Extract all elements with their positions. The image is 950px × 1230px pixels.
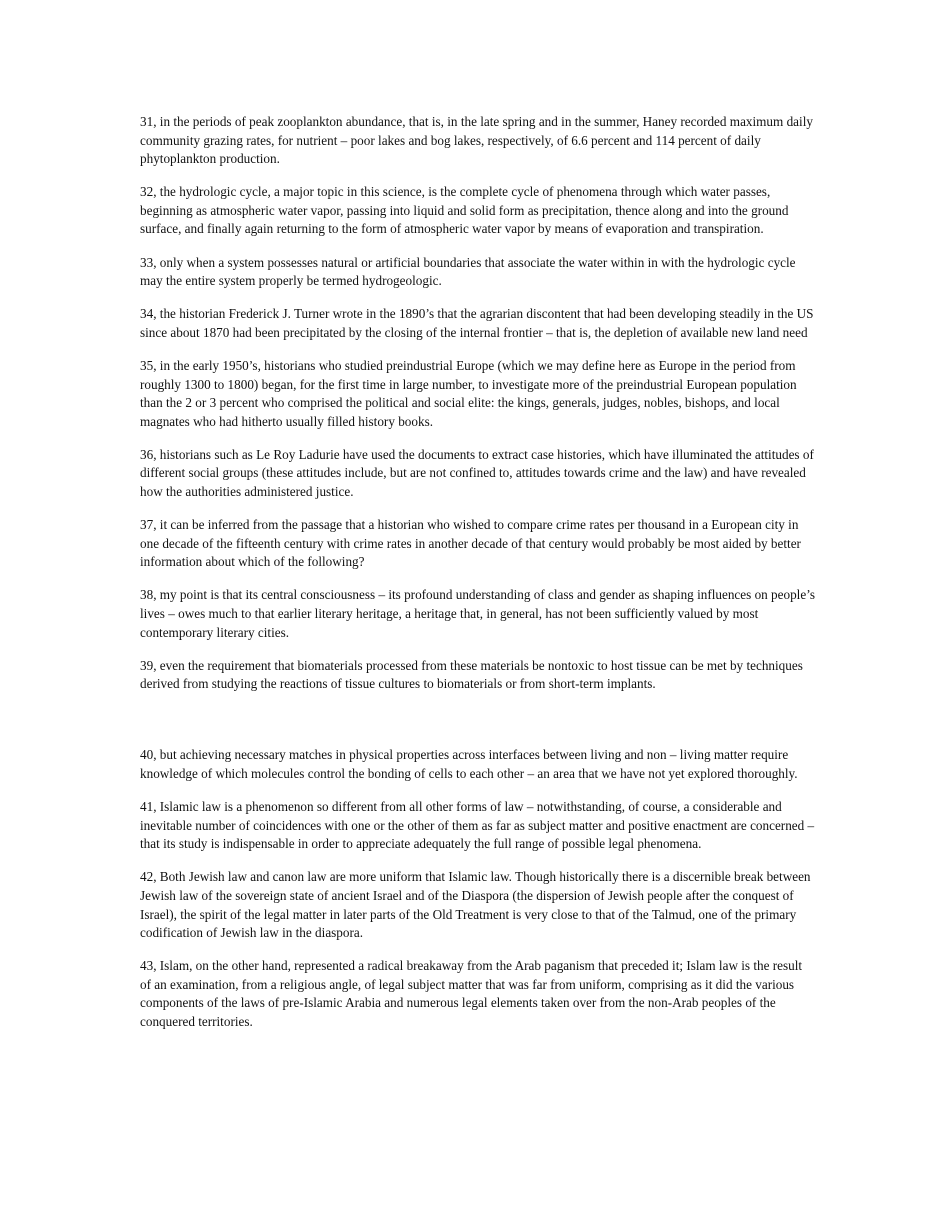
paragraph-43: 43, Islam, on the other hand, represented a radical breakaway from the Arab paganism that preceded it; Islam law is the result of an examination, from a religious angle, of legal subject matter that was far from uniform, comprising as it did the various components of the laws of pre-Islamic Arabia and numerous legal elements taken over from the non-Arab peoples of the conquered territories. xyxy=(140,958,803,1029)
paragraph-40: 40, but achieving necessary matches in physical properties across interfaces between living and non – living matter require knowledge of which molecules control the bonding of cells to each other – an area that we have not yet explored thoroughly. xyxy=(140,747,798,781)
paragraph-33: 33, only when a system possesses natural or artificial boundaries that associate the water within in with the hydrologic cycle may the entire system properly be termed hydrogeologic. xyxy=(140,254,796,289)
paragraph-35: 35, in the early 1950’s, historians who studied preindustrial Europe (which we may define here as Europe in the period from roughly 1300 to 1800) began, for the first time in large number, to investigate more of the preindustrial European population than the 2 or 3 percent who comprised the political and social elite: the kings, generals, judges, nobles, bishops, and local magnates who had hitherto usually filled history books. xyxy=(140,357,797,429)
blank-space xyxy=(140,708,815,746)
paragraph-39: 39, even the requirement that biomaterials processed from these materials be nontoxic to host tissue can be met by techniques derived from studying the reactions of tissue cultures to biomaterials or from short-term implants. xyxy=(140,657,803,692)
paragraph-41: 41, Islamic law is a phenomenon so different from all other forms of law – notwithstanding, of course, a considerable and inevitable number of coincidences with one or the other of them as far as subject matter and positive enactment are concerned – that its study is indispensable in order to appreciate adequately the full range of possible legal phenomena. xyxy=(140,799,815,852)
paragraph-42: 42, Both Jewish law and canon law are more uniform that Islamic law. Though historically there is a discernible break between Jewish law of the sovereign state of ancient Israel and of the Diaspora (the dispersion of Jewish people after the conquest of Israel), the spirit of the legal matter in later parts of the Old Treatment is very close to that of the Talmud, one of the primary codification of Jewish law in the diaspora. xyxy=(140,869,811,941)
paragraph-37: 37, it can be inferred from the passage that a historian who wished to compare crime rates per thousand in a European city in one decade of the fifteenth century with crime rates in another decade of that century would probably be most aided by better information about which of the following? xyxy=(140,517,801,570)
paragraph-38: 38, my point is that its central consciousness – its profound understanding of class and gender as shaping influences on people’s lives – owes much to that earlier literary heritage, a heritage that, in general, has not been sufficiently valued by most contemporary literary cities. xyxy=(140,587,815,640)
paragraph-34: 34, the historian Frederick J. Turner wrote in the 1890’s that the agrarian discontent that had been developing steadily in the US since about 1870 had been precipitated by the closing of the internal frontier – that is, the depletion of available new land need xyxy=(140,306,814,340)
paragraph-31: 31, in the periods of peak zooplankton abundance, that is, in the late spring and in the summer, Haney recorded maximum daily community grazing rates, for nutrient – poor lakes and bog lakes, respectively, of 6.6 percent and 114 percent of daily phytoplankton production. xyxy=(140,114,813,167)
paragraph-36: 36, historians such as Le Roy Ladurie have used the documents to extract case histories, which have illuminated the attitudes of different social groups (these attitudes include, but are not confined to, attitudes towards crime and the law) and have revealed how the authorities administered justice. xyxy=(140,446,814,499)
paragraph-32: 32, the hydrologic cycle, a major topic in this science, is the complete cycle of phenomena through which water passes, beginning as atmospheric water vapor, passing into liquid and solid form as precipitation, thence along and into the ground surface, and finally again returning to the form of atmospheric water vapor by means of evaporation and transpiration. xyxy=(140,184,789,237)
document-body xyxy=(140,113,815,1046)
